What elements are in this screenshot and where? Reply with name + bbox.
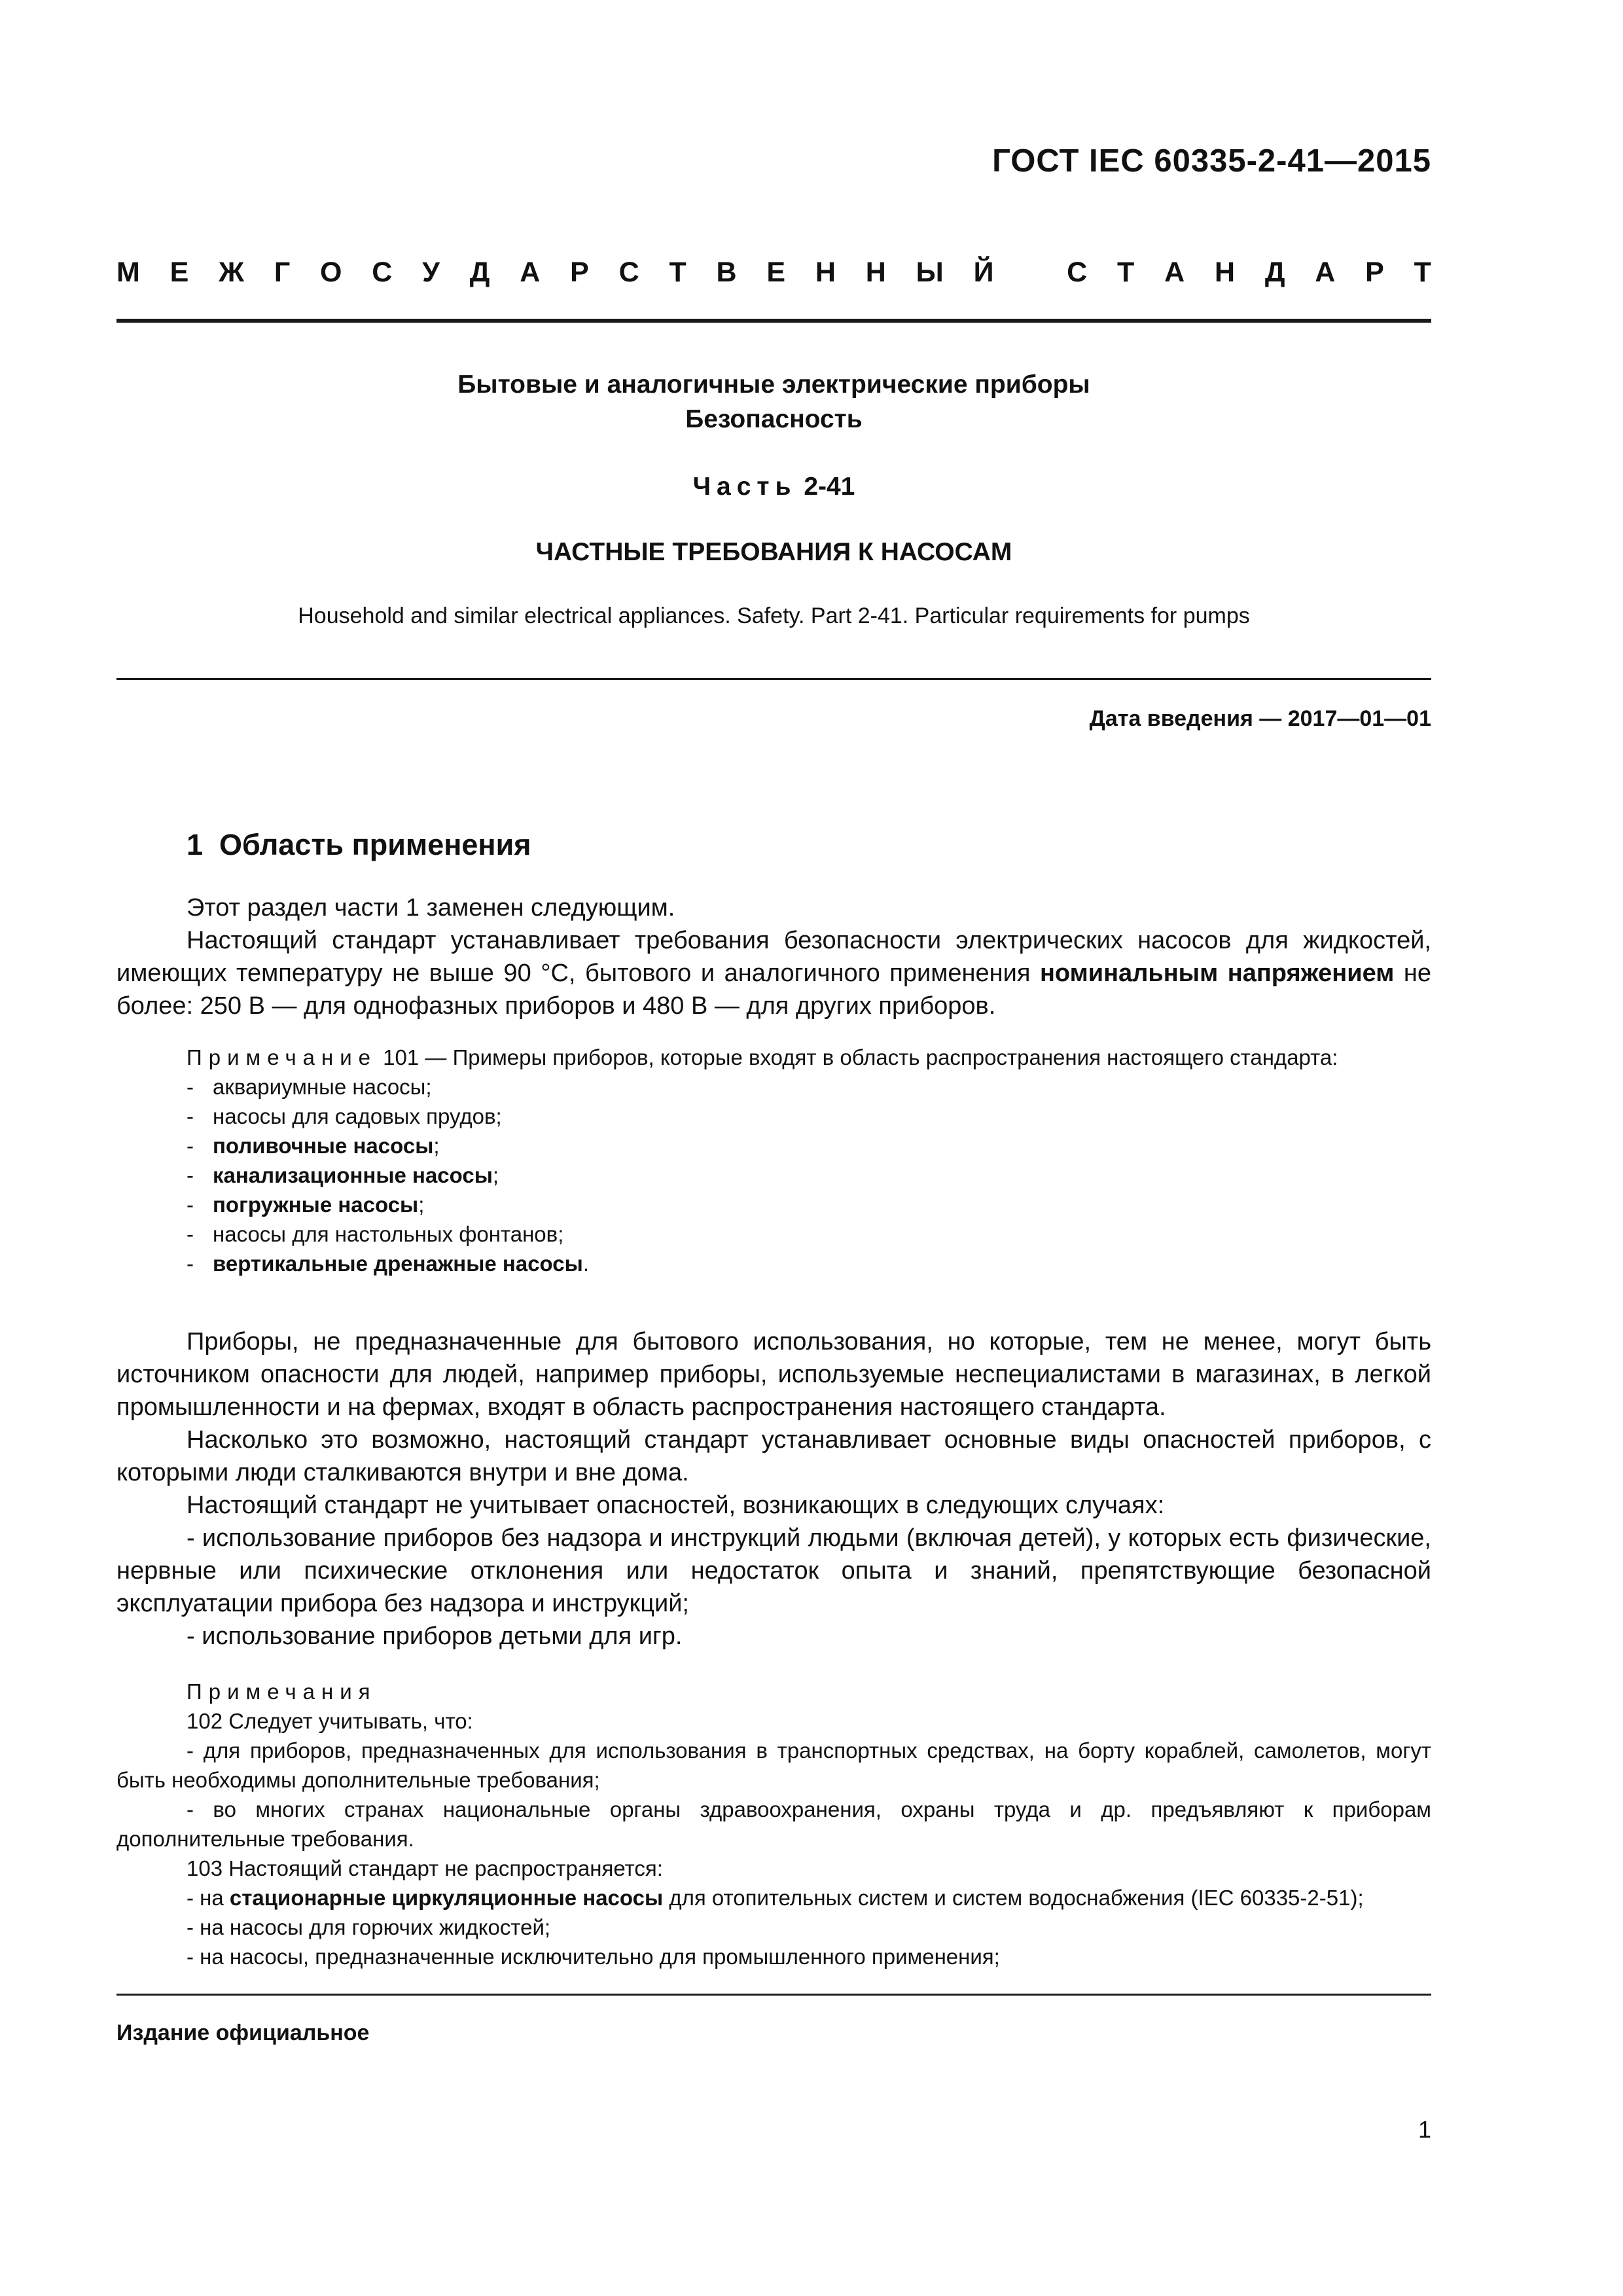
note-101-item-text: насосы для садовых прудов [213, 1104, 496, 1128]
note-101-list [116, 1072, 1431, 1278]
list-dash: - [187, 1193, 194, 1217]
heading-letter: С [372, 257, 393, 288]
page-number: 1 [1418, 2116, 1431, 2143]
note-101-item-text: поливочные насосы [213, 1134, 434, 1158]
note-101-item [116, 1249, 1431, 1278]
note-101 [116, 1043, 1431, 1278]
part-number: 2-41 [804, 473, 855, 501]
note-101-item-end: ; [558, 1222, 564, 1246]
footer-rule [116, 1994, 1431, 1996]
scope-paragraphs [116, 891, 1431, 1022]
note-101-item [116, 1072, 1431, 1102]
heading-letter: Е [169, 257, 189, 288]
note-103-a-prefix: - на [187, 1886, 230, 1910]
paragraph-3: Приборы, не предназначенные для бытового использования, но которые, тем не менее, могут быть источником опасности для людей, например приборы, используемые неспециалистами в магазинах, в легкой промышленности и на фермах, входят в область распространения настоящего стандарта. [116, 1328, 1431, 1421]
notes-102-103 [116, 1677, 1431, 1971]
heading-letter: Н [1214, 257, 1236, 288]
note-103-item-a [116, 1883, 1431, 1912]
heading-letter: М [116, 257, 140, 288]
note-101-item [116, 1102, 1431, 1131]
note-101-item-end: ; [433, 1134, 440, 1158]
note-101-item-end: . [582, 1251, 589, 1276]
note-101-item-text: аквариумные насосы [213, 1075, 426, 1099]
heading-letter: Р [1365, 257, 1384, 288]
paragraph-7: - использование приборов детьми для игр. [187, 1623, 683, 1650]
note-101-body: 101 — Примеры приборов, которые входят в область распространения настоящего стандарта: [377, 1045, 1338, 1069]
heading-letter: О [320, 257, 342, 288]
note-101-text [116, 1043, 1431, 1072]
heading-letter: Р [570, 257, 589, 288]
heading-letter: С [1067, 257, 1088, 288]
heading-letter: А [520, 257, 541, 288]
heading-letter: А [1315, 257, 1336, 288]
note-101-item [116, 1160, 1431, 1190]
standard-code: ГОСТ IEC 60335-2-41—2015 [992, 143, 1431, 179]
heading-letter: Н [815, 257, 836, 288]
interstate-standard-heading [116, 257, 1431, 289]
heading-letter: Т [1414, 257, 1431, 288]
heading-letter: Ж [219, 257, 245, 288]
heading-letter: С [618, 257, 639, 288]
note-101-item [116, 1131, 1431, 1160]
list-dash: - [187, 1222, 194, 1246]
heading-letter: У [422, 257, 440, 288]
note-103-a-suffix: для отопительных систем и систем водоснабжения (IEC 60335-2-51); [663, 1886, 1364, 1910]
list-dash: - [187, 1104, 194, 1128]
note-101-item-end: ; [425, 1075, 432, 1099]
note-103-item-c: - на насосы, предназначенные исключительно для промышленного применения; [187, 1945, 1000, 1969]
heading-letter: Д [1264, 257, 1285, 288]
circulation-pumps-term: стационарные циркуляционные насосы [229, 1886, 664, 1910]
scope-paragraphs-2 [116, 1325, 1431, 1653]
note-101-item-text: погружные насосы [213, 1193, 419, 1217]
paragraph-2-part-a: Настоящий стандарт устанавливает требования безопасности электрических насосов для жидкостей, имеющих температуру не выше 90 °С, бытового и аналогичного применения [116, 927, 1431, 987]
note-103: 103 Настоящий стандарт не распространяется: [187, 1856, 663, 1880]
heading-letter: Д [469, 257, 490, 288]
list-dash: - [187, 1251, 194, 1276]
heading-letter: А [1164, 257, 1185, 288]
part-heading [116, 473, 1431, 501]
section-number: 1 [187, 828, 204, 861]
title-rule [116, 678, 1431, 680]
note-102: 102 Следует учитывать, что: [187, 1709, 473, 1733]
note-101-item-text: насосы для настольных фонтанов [213, 1222, 558, 1246]
heading-letter: Е [766, 257, 786, 288]
heading-letter: Т [669, 257, 687, 288]
notes-label-text: Примечания [187, 1679, 377, 1704]
introduction-date: Дата введения — 2017—01—01 [1089, 706, 1431, 731]
paragraph-6: - использование приборов без надзора и инструкций людьми (включая детей), у которых есть физические, нервные или психические отклонения или недостаток опыта и знаний, препятствующие безопасной эксплуатации прибора без надзора и инструкций; [116, 1524, 1431, 1617]
note-102-item-a: - для приборов, предназначенных для использования в транспортных средствах, на борту кораблей, самолетов, могут быть необходимы дополнительные требования; [116, 1738, 1431, 1792]
paragraph-2-part-c: не более: 250 В — для однофазных приборов и 480 В — для других приборов. [116, 960, 1431, 1020]
note-101-item [116, 1219, 1431, 1249]
note-label: Примечание [187, 1045, 378, 1069]
title-line-1: Бытовые и аналогичные электрические приборы [457, 370, 1090, 399]
heading-letter: Н [865, 257, 886, 288]
heading-letter: В [716, 257, 737, 288]
part-word: Часть [692, 473, 797, 501]
list-dash: - [187, 1163, 194, 1187]
note-101-item-text: канализационные насосы [213, 1163, 493, 1187]
note-101-item-end: ; [492, 1163, 499, 1187]
title-line-2: Безопасность [685, 405, 863, 433]
heading-letter: Г [274, 257, 291, 288]
paragraph-1: Этот раздел части 1 заменен следующим. [187, 894, 675, 922]
note-102-item-b: - во многих странах национальные органы здравоохранения, охраны труда и др. предъявляют к приборам дополнительные требования. [116, 1797, 1431, 1851]
english-title: Household and similar electrical appliances. Safety. Part 2-41. Particular requirements for pumps [298, 603, 1250, 628]
note-101-item [116, 1190, 1431, 1219]
section-title: Область применения [219, 828, 531, 861]
note-101-item-end: ; [418, 1193, 425, 1217]
heading-letter: Ы [916, 257, 944, 288]
heading-letter: Й [973, 257, 994, 288]
title-line-3: ЧАСТНЫЕ ТРЕБОВАНИЯ К НАСОСАМ [535, 538, 1012, 566]
section-heading [187, 828, 531, 862]
note-101-item-text: вертикальные дренажные насосы [213, 1251, 583, 1276]
paragraph-4: Насколько это возможно, настоящий стандарт устанавливает основные виды опасностей приборов, с которыми люди сталкиваются внутри и вне дома. [116, 1426, 1431, 1486]
heading-gap [1024, 257, 1037, 289]
notes-label [116, 1677, 1431, 1706]
paragraph-5: Настоящий стандарт не учитывает опасностей, возникающих в следующих случаях: [187, 1492, 1165, 1519]
list-dash: - [187, 1134, 194, 1158]
heading-letter: Т [1116, 257, 1135, 288]
rated-voltage-term: номинальным напряжением [1039, 960, 1395, 987]
paragraph-2 [116, 924, 1431, 1022]
note-103-item-b: - на насосы для горючих жидкостей; [187, 1915, 551, 1939]
header-rule [116, 319, 1431, 323]
note-101-item-end: ; [495, 1104, 502, 1128]
official-edition-label: Издание официальное [116, 2020, 370, 2045]
list-dash: - [187, 1075, 194, 1099]
